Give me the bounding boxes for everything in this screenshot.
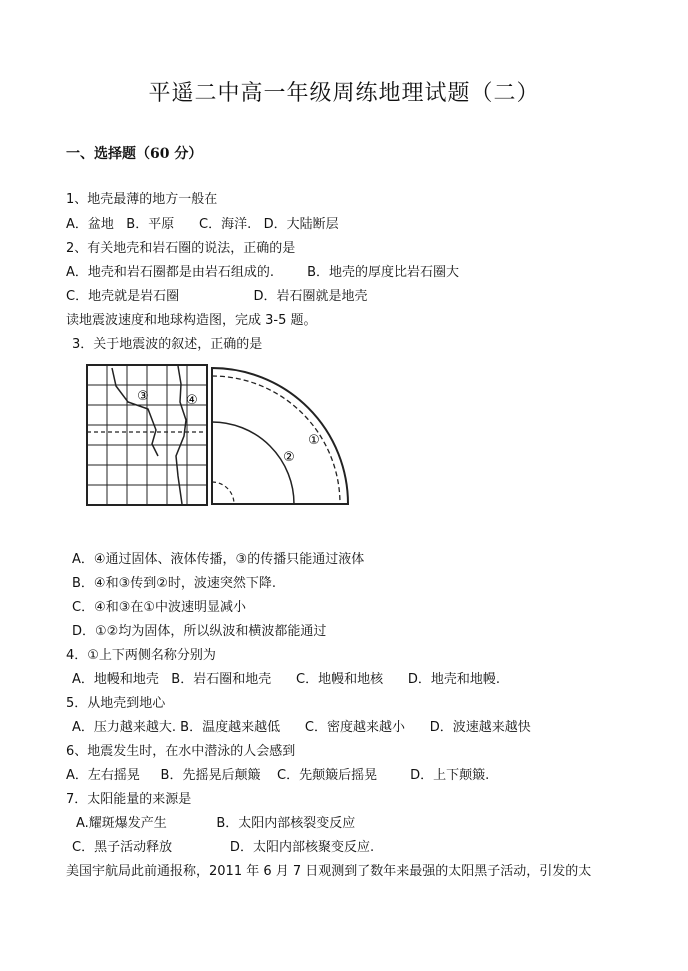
label-wave-4: ④ <box>186 393 198 408</box>
q7-options-cd: C．黑子活动释放 D．太阳内部核聚变反应. <box>72 840 375 855</box>
wave-curve-4 <box>176 366 186 504</box>
q3-stem: 3．关于地震波的叙述，正确的是 <box>72 337 263 352</box>
wave-speed-grid <box>87 365 207 505</box>
q3-option-c: C．④和③在①中波速明显减小 <box>72 600 247 615</box>
figure-intro: 读地震波速度和地球构造图，完成 3-5 题。 <box>66 313 317 328</box>
page-title: 平遥二中高一年级周练地理试题（二） <box>148 81 540 106</box>
wave-curve-3 <box>112 368 158 456</box>
q1-options: A．盆地 B．平原 C．海洋. D．大陆断层 <box>66 217 339 232</box>
q3-option-a: A．④通过固体、液体传播，③的传播只能通过液体 <box>72 552 365 567</box>
q7-options-ab: A.耀斑爆发产生 B．太阳内部核裂变反应 <box>76 816 356 831</box>
q1-stem: 1、地壳最薄的地方一般在 <box>66 192 218 207</box>
q3-option-d: D．①②均为固体，所以纵波和横波都能通过 <box>72 624 327 639</box>
q7-stem: 7．太阳能量的来源是 <box>66 792 192 807</box>
label-layer-2: ② <box>283 450 295 465</box>
passage-text: 美国宇航局此前通报称，2011 年 6 月 7 日观测到了数年来最强的太阳黑子活动，引发的太 <box>66 864 592 879</box>
earth-structure-diagram <box>86 364 366 514</box>
label-layer-1: ① <box>308 433 320 448</box>
seismic-wave-figure <box>86 364 366 518</box>
q5-stem: 5．从地壳到地心 <box>66 696 166 711</box>
q2-options-ab: A．地壳和岩石圈都是由岩石组成的. B．地壳的厚度比岩石圈大 <box>66 265 460 280</box>
q3-option-b: B．④和③传到②时，波速突然下降. <box>72 576 277 591</box>
q4-stem: 4．①上下两侧名称分别为 <box>66 648 216 663</box>
q6-options: A．左右摇晃 B．先摇晃后颠簸 C．先颠簸后摇晃 D．上下颠簸. <box>66 768 490 783</box>
q4-options: A．地幔和地壳 B．岩石圈和地壳 C．地幔和地核 D．地壳和地幔. <box>72 672 501 687</box>
q5-options: A．压力越来越大. B．温度越来越低 C．密度越来越小 D．波速越来越快 <box>72 720 531 735</box>
q2-options-cd: C．地壳就是岩石圈 D．岩石圈就是地壳 <box>66 289 368 304</box>
section-heading: 一、选择题（60 分） <box>66 146 203 162</box>
label-wave-3: ③ <box>137 389 149 404</box>
q6-stem: 6、地震发生时，在水中潜泳的人会感到 <box>66 744 296 759</box>
earth-quarter-section <box>212 368 348 504</box>
q2-stem: 2、有关地壳和岩石圈的说法，正确的是 <box>66 241 296 256</box>
